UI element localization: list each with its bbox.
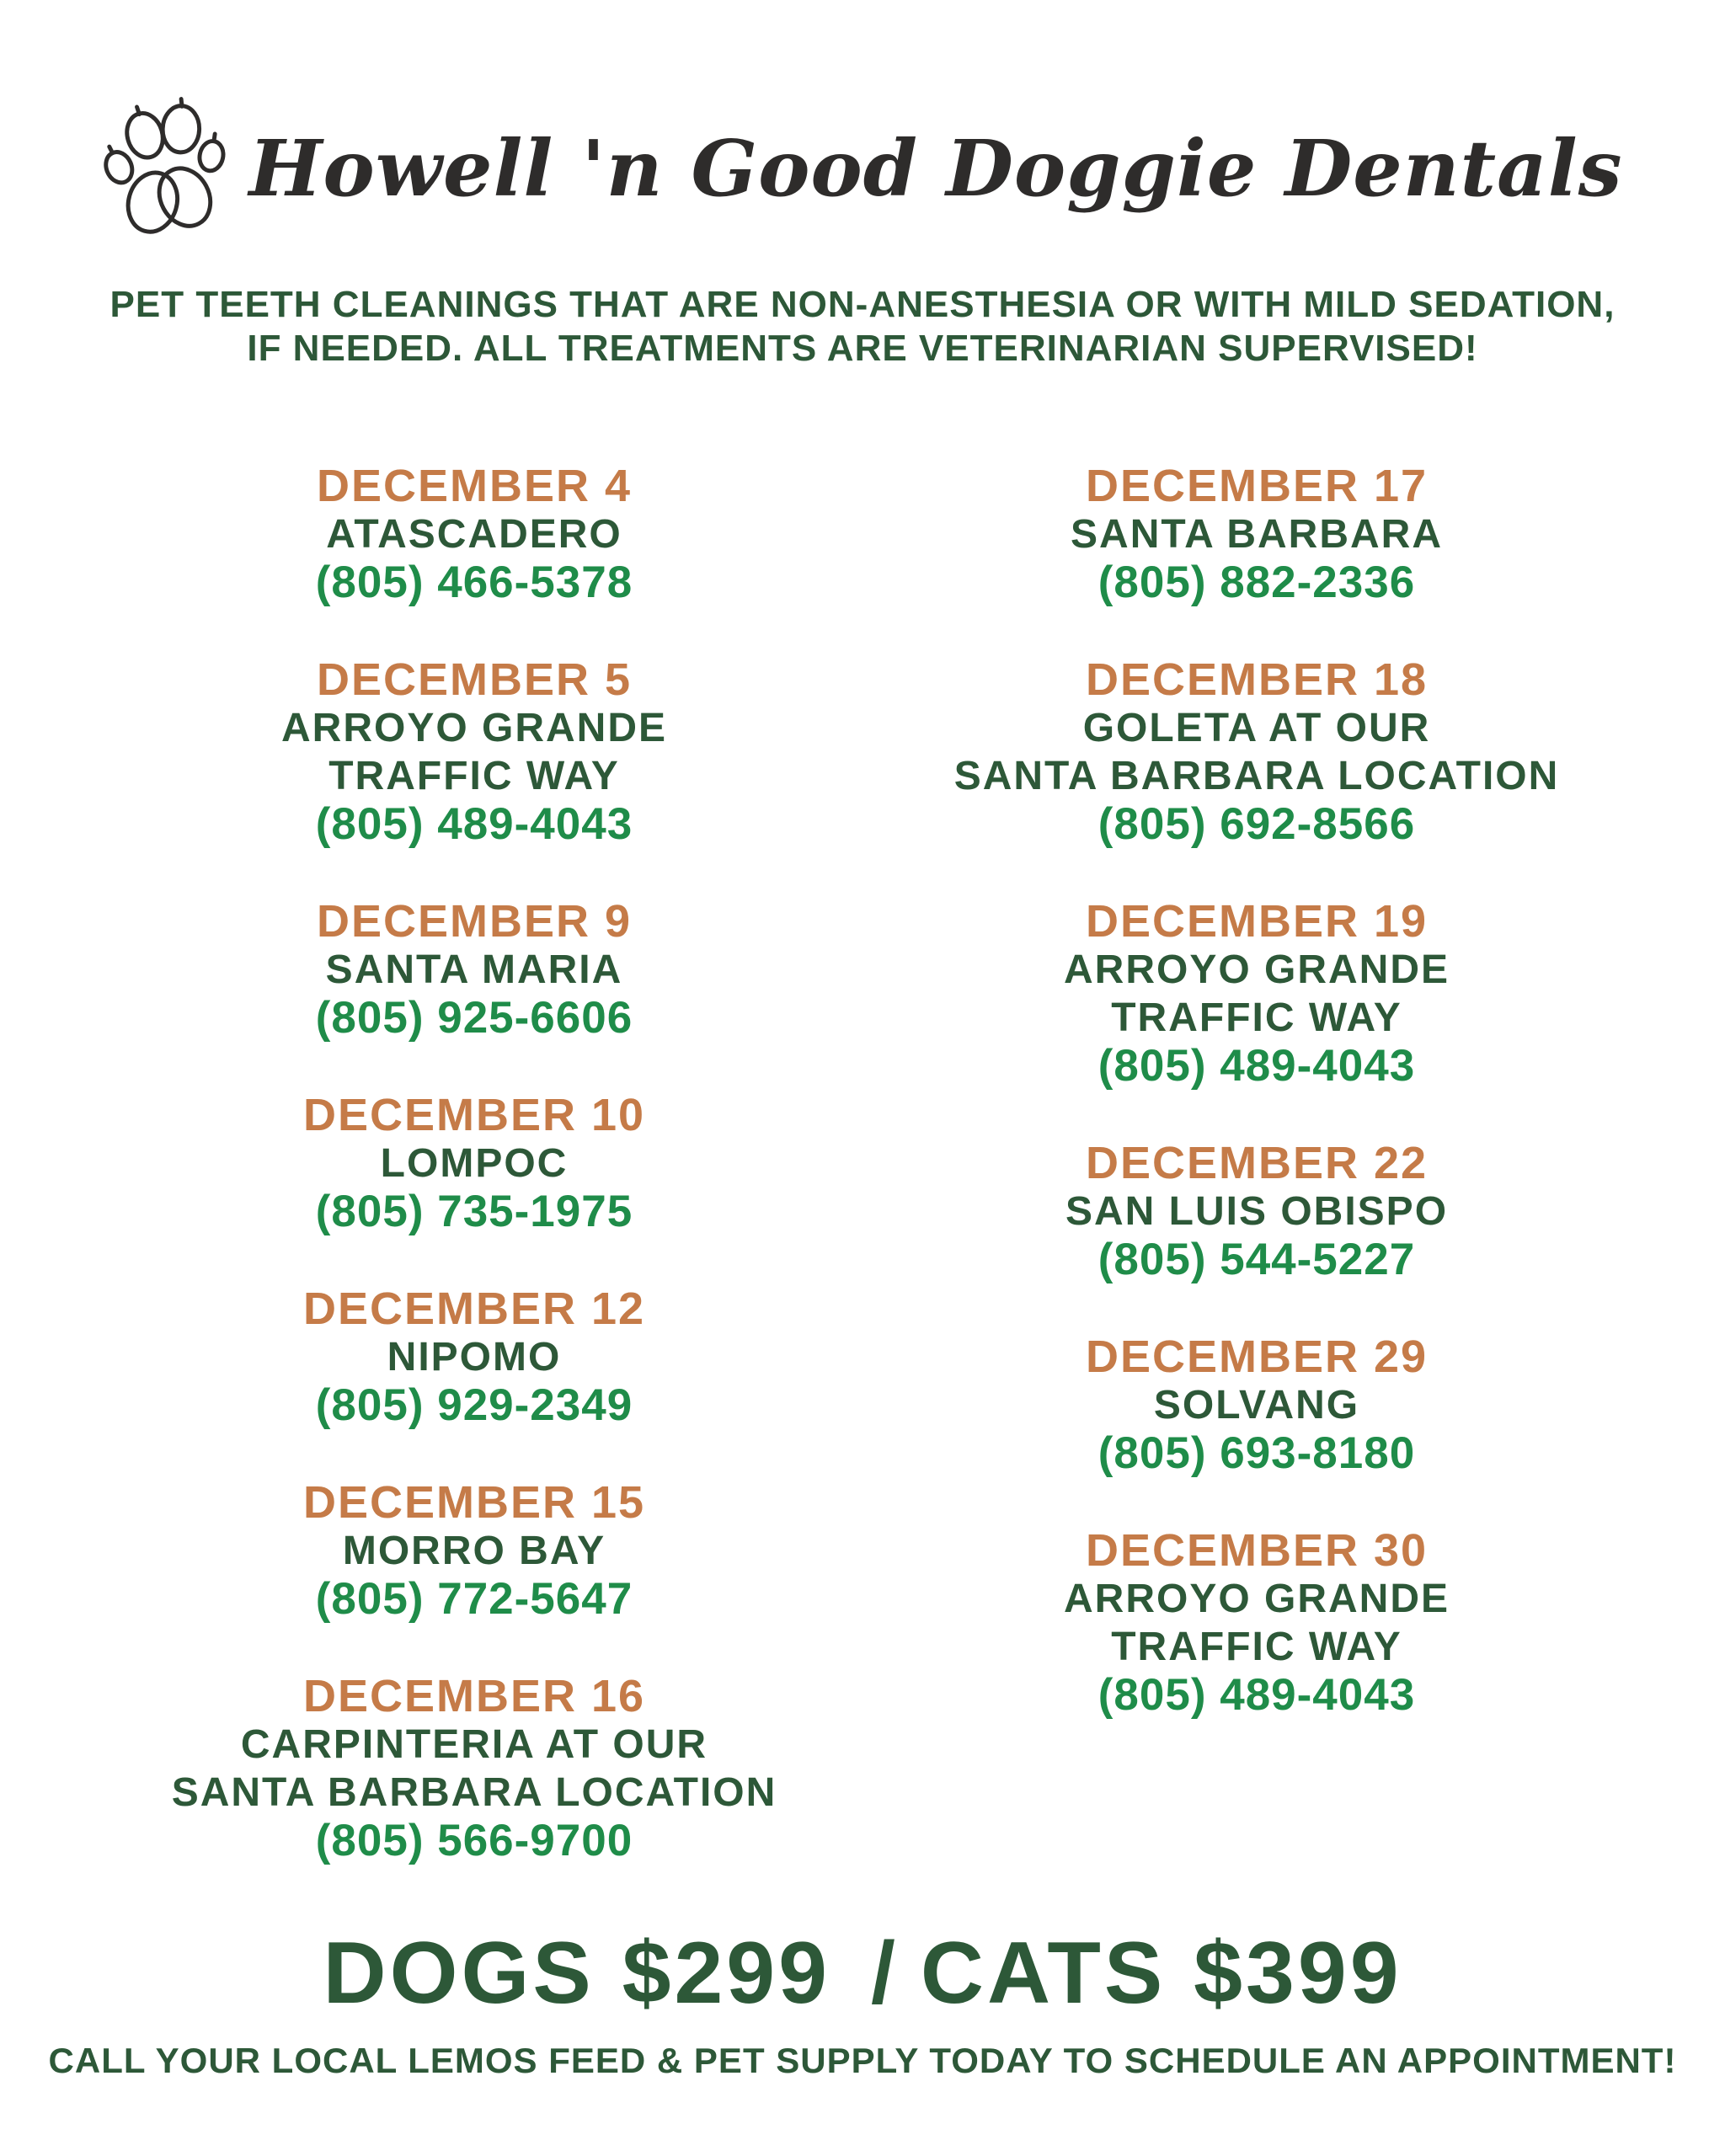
- entry-location-line: NIPOMO: [387, 1335, 562, 1380]
- entry-date: DECEMBER 10: [302, 1090, 646, 1140]
- entry-location-line: SANTA BARBARA LOCATION: [953, 754, 1560, 798]
- entry-location-line: ARROYO GRANDE: [280, 706, 668, 750]
- subtitle-line-1: PET TEETH CLEANINGS THAT ARE NON-ANESTHESIA OR WITH MILD SEDATION,: [109, 284, 1616, 325]
- entry-location-line: TRAFFIC WAY: [1111, 995, 1402, 1040]
- paw-print-icon: [95, 92, 234, 246]
- entry-date: DECEMBER 4: [316, 461, 633, 511]
- schedule-entry: [836, 1527, 1678, 1719]
- entry-location-line: MORRO BAY: [342, 1529, 606, 1573]
- schedule-entry: [53, 462, 895, 606]
- entry-phone: (805) 544-5227: [1097, 1235, 1416, 1284]
- schedule-entry: [836, 462, 1678, 606]
- entry-location-line: ARROYO GRANDE: [1063, 1577, 1450, 1621]
- entry-date: DECEMBER 17: [1085, 461, 1429, 511]
- entry-location-line: GOLETA AT OUR: [1082, 706, 1431, 750]
- entry-phone: (805) 929-2349: [315, 1380, 633, 1430]
- entry-phone: (805) 735-1975: [315, 1187, 633, 1236]
- entry-phone: (805) 489-4043: [1097, 1670, 1416, 1720]
- entry-date: DECEMBER 22: [1085, 1138, 1429, 1188]
- schedule-entry: [53, 1479, 895, 1623]
- schedule-column-left: [53, 462, 895, 1914]
- entry-location-line: CARPINTERIA AT OUR: [240, 1722, 708, 1767]
- entry-location-line: TRAFFIC WAY: [328, 754, 620, 798]
- logo: [0, 80, 1725, 257]
- entry-date: DECEMBER 9: [316, 896, 633, 947]
- entry-date: DECEMBER 19: [1085, 896, 1429, 947]
- schedule-column-right: [836, 462, 1678, 1769]
- entry-location-line: ATASCADERO: [326, 512, 622, 557]
- entry-date: DECEMBER 5: [316, 654, 633, 705]
- entry-phone: (805) 693-8180: [1097, 1428, 1416, 1478]
- entry-location-line: SANTA MARIA: [325, 947, 623, 992]
- subtitle-line-2: IF NEEDED. ALL TREATMENTS ARE VETERINARIAN SUPERVISED!: [247, 328, 1478, 369]
- entry-date: DECEMBER 16: [302, 1671, 646, 1721]
- entry-phone: (805) 566-9700: [315, 1816, 633, 1865]
- cta-text: CALL YOUR LOCAL LEMOS FEED & PET SUPPLY TODAY TO SCHEDULE AN APPOINTMENT!: [48, 2041, 1677, 2080]
- entry-date: DECEMBER 30: [1085, 1525, 1429, 1576]
- entry-phone: (805) 489-4043: [315, 799, 633, 849]
- schedule-entry: [836, 898, 1678, 1090]
- entry-date: DECEMBER 29: [1085, 1331, 1429, 1382]
- entry-date: DECEMBER 15: [302, 1477, 646, 1528]
- schedule-entry: [836, 1139, 1678, 1283]
- schedule-entry: [53, 1673, 895, 1865]
- pricing-line: [0, 1924, 1725, 2022]
- entry-date: DECEMBER 12: [302, 1283, 646, 1334]
- schedule-entry: [53, 1285, 895, 1429]
- schedule-entry: [53, 656, 895, 848]
- entry-phone: (805) 466-5378: [315, 558, 633, 607]
- dogs-price: DOGS $299: [323, 1924, 830, 2022]
- schedule-entry: [836, 656, 1678, 848]
- entry-date: DECEMBER 18: [1085, 654, 1429, 705]
- entry-phone: (805) 772-5647: [315, 1574, 633, 1624]
- schedule-entry: [53, 898, 895, 1042]
- entry-location-line: TRAFFIC WAY: [1111, 1625, 1402, 1669]
- entry-phone: (805) 925-6606: [315, 993, 633, 1043]
- schedule-entry: [53, 1091, 895, 1235]
- entry-phone: (805) 882-2336: [1097, 558, 1416, 607]
- subtitle: [0, 283, 1725, 371]
- schedule-entry: [836, 1333, 1678, 1477]
- logo-text: Howell 'n Good Doggie Dentals: [248, 123, 1623, 214]
- entry-location-line: SOLVANG: [1153, 1383, 1360, 1428]
- entry-location-line: ARROYO GRANDE: [1063, 947, 1450, 992]
- entry-phone: (805) 489-4043: [1097, 1041, 1416, 1091]
- price-separator: /: [870, 1924, 899, 2022]
- entry-phone: (805) 692-8566: [1097, 799, 1416, 849]
- cats-price: CATS $399: [920, 1924, 1402, 2022]
- entry-location-line: LOMPOC: [380, 1141, 569, 1186]
- entry-location-line: SANTA BARBARA: [1071, 512, 1443, 557]
- entry-location-line: SANTA BARBARA LOCATION: [171, 1770, 777, 1815]
- entry-location-line: SAN LUIS OBISPO: [1065, 1189, 1449, 1234]
